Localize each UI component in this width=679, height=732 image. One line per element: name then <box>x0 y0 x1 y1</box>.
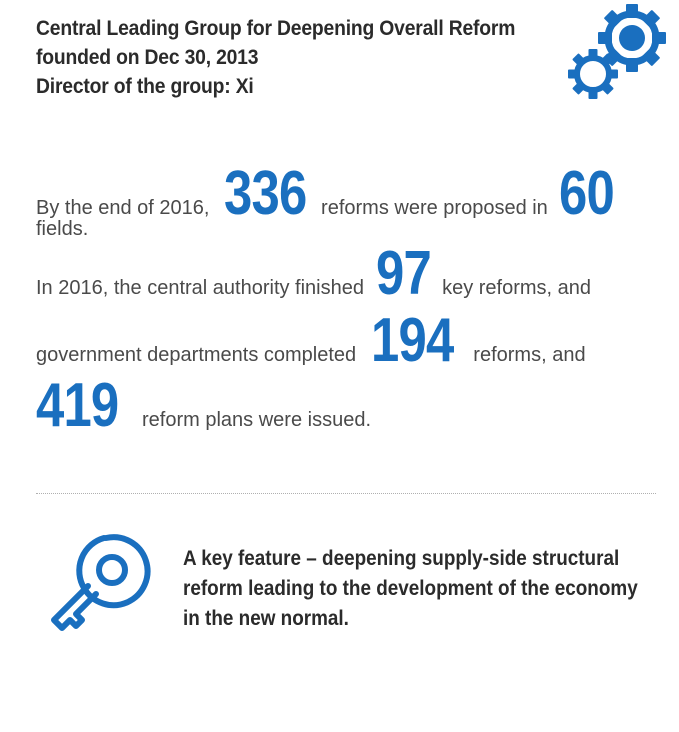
stat-text: In 2016, the central authority finished <box>36 277 370 299</box>
stat-text: reforms, and <box>462 344 586 366</box>
stat-paragraph-3 <box>36 305 586 376</box>
stat-number-plans: 419 <box>36 371 119 440</box>
stat-paragraph-4 <box>36 370 371 441</box>
stat-paragraph-2 <box>36 238 591 309</box>
stat-number-key-reforms: 97 <box>375 239 431 308</box>
stat-text: reforms were proposed in <box>315 197 554 219</box>
stat-number-reforms-proposed: 336 <box>224 159 307 228</box>
stat-paragraph-1 <box>36 158 620 229</box>
stat-text: reform plans were issued. <box>136 409 371 431</box>
header-line-3: Director of the group: Xi <box>36 75 254 98</box>
stat-text: government departments completed <box>36 344 362 366</box>
stat-paragraph-1-end: fields. <box>36 218 89 240</box>
stat-number-fields: 60 <box>559 159 615 228</box>
stat-number-dept-reforms: 194 <box>370 306 454 375</box>
section-divider <box>36 493 656 494</box>
gears-icon <box>566 2 672 102</box>
header-line-1: Central Leading Group for Deepening Overall Reform <box>36 17 516 40</box>
stat-text: By the end of 2016, <box>36 197 216 219</box>
header-line-2: founded on Dec 30, 2013 <box>36 46 259 69</box>
key-feature-text: A key feature – deepening supply-side structural reform leading to the development of the economy in the new normal. <box>183 547 638 630</box>
key-icon <box>44 530 154 640</box>
stat-text: key reforms, and <box>436 277 592 299</box>
header-title <box>36 14 524 101</box>
